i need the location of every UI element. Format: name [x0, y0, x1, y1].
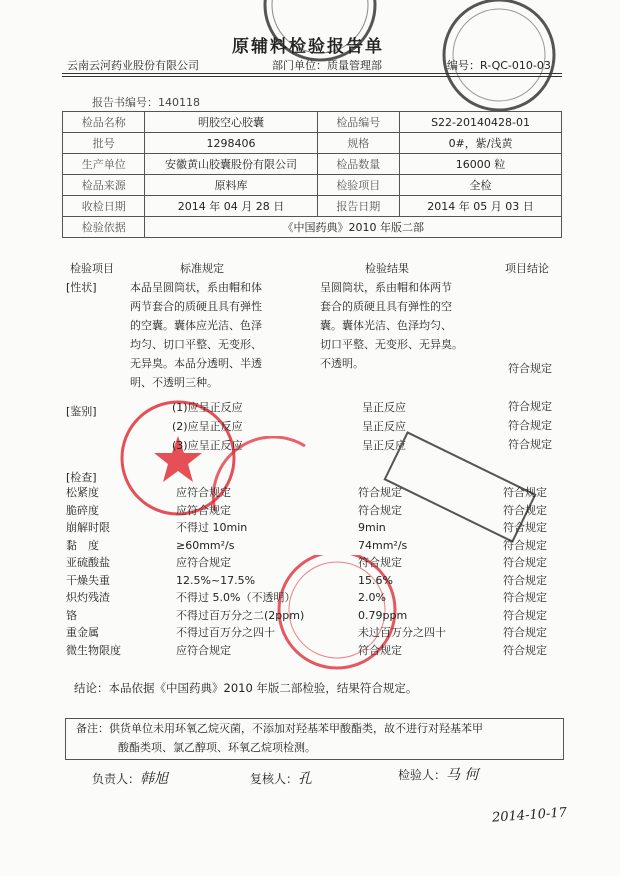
inspection-conclusion: 符合规定 — [503, 486, 547, 499]
identification-result: 呈正反应 — [362, 420, 406, 433]
report-number-value: 140118 — [158, 96, 200, 109]
signature-date: 2014-10-17 — [491, 805, 568, 826]
basis-label: 检验依据 — [63, 217, 145, 238]
inspection-conclusions — [503, 484, 547, 659]
inspection-item: 崩解时限 — [66, 521, 110, 534]
report-title: 原辅料检验报告单 — [232, 37, 384, 57]
appearance-standard-line: 无异臭。本品分透明、半透 — [130, 357, 262, 370]
appearance-result-line: 套合的质硬且具有弹性的空 — [320, 300, 452, 313]
source-value: 原料库 — [145, 175, 317, 196]
inspector-signature — [398, 764, 478, 784]
inspection-standard: ≥60mm²/s — [176, 538, 235, 552]
inspection-conclusion: 符合规定 — [503, 538, 547, 552]
inspection-section: [检查] — [66, 471, 97, 484]
inspection-standard: 不得过 5.0%（不透明） — [176, 591, 296, 604]
appearance-standard-line: 均匀、切口平整、无变形、 — [130, 338, 262, 351]
inspection-item: 微生物限度 — [66, 643, 121, 657]
inspection-result: 2.0% — [358, 591, 386, 604]
inspection-item: 亚硫酸盐 — [66, 556, 110, 569]
inspection-standard: 应符合规定 — [176, 503, 231, 517]
inspection-results — [358, 484, 446, 659]
inspector-handwriting: 马 何 — [446, 767, 479, 783]
reviewer-signature — [250, 768, 312, 788]
table-row — [63, 196, 562, 217]
header-rule — [62, 73, 562, 74]
inspection-conclusion: 符合规定 — [503, 608, 547, 622]
inspection-conclusion: 符合规定 — [503, 573, 547, 587]
inspection-item: 炽灼残渣 — [66, 591, 110, 604]
report-number-label: 报告书编号： — [92, 96, 158, 109]
identification-conclusion: 符合规定 — [508, 438, 552, 451]
identification-result: 呈正反应 — [362, 401, 406, 414]
table-row — [63, 217, 562, 238]
appearance-result — [320, 278, 463, 373]
inspection-standard: 不得过百万分之二(2ppm) — [176, 608, 305, 622]
inspection-standard: 应符合规定 — [176, 556, 231, 569]
department-value: 质量管理部 — [327, 59, 382, 72]
test-item-label: 检验项目 — [317, 175, 399, 196]
basis-value: 《中国药典》2010 年版二部 — [145, 217, 562, 238]
responsible-label: 负责人： — [92, 772, 141, 786]
identification-standard: (2)应呈正反应 — [172, 420, 243, 433]
inspection-item: 脆碎度 — [66, 503, 99, 517]
inspection-result: 0.79ppm — [358, 608, 408, 622]
table-row — [63, 175, 562, 196]
sample-code-label: 检品编号 — [317, 112, 399, 133]
inspection-standard: 应符合规定 — [176, 643, 231, 657]
col-header-item: 检验项目 — [70, 262, 114, 275]
inspection-result: 74mm²/s — [358, 538, 408, 552]
inspection-item: 松紧度 — [66, 486, 99, 499]
col-header-conclusion: 项目结论 — [505, 262, 549, 275]
identification-result: 呈正反应 — [362, 439, 406, 452]
inspection-conclusion: 符合规定 — [503, 521, 547, 534]
inspection-standard: 应符合规定 — [176, 486, 231, 499]
remark-line: 备注：供货单位未用环氧乙烷灭菌，不添加对羟基苯甲酸酯类，故不进行对羟基苯甲 — [76, 722, 483, 735]
identification-section: [鉴别] — [66, 405, 97, 418]
spec-value: 0#，紫/浅黄 — [400, 133, 562, 154]
identification-standard: (3)应呈正反应 — [172, 439, 243, 452]
inspection-conclusion: 符合规定 — [503, 556, 547, 569]
header-rule-thin — [62, 76, 562, 77]
col-header-result: 检验结果 — [365, 262, 409, 275]
responsible-handwriting: 韩旭 — [140, 771, 169, 787]
appearance-standard-line: 的空囊。囊体应光洁、色泽 — [130, 319, 262, 332]
document-number-value: R-QC-010-03 — [480, 59, 551, 72]
reviewer-label: 复核人： — [250, 772, 299, 786]
inspection-result: 9min — [358, 521, 386, 534]
reviewer-handwriting: 孔 — [298, 771, 313, 787]
report-date-value: 2014 年 05 月 03 日 — [400, 196, 562, 217]
appearance-standard — [130, 278, 262, 392]
quantity-label: 检品数量 — [317, 154, 399, 175]
inspection-result: 符合规定 — [358, 643, 402, 657]
appearance-result-line: 不透明。 — [320, 357, 364, 370]
inspection-result: 符合规定 — [358, 486, 402, 499]
identification-conclusion-list — [508, 397, 552, 454]
responsible-signature — [92, 768, 168, 788]
department — [272, 57, 382, 73]
inspection-standards — [176, 484, 304, 659]
remark-line: 酸酯类项、氯乙醇项、环氧乙烷项检测。 — [118, 741, 316, 754]
remark-text — [76, 719, 483, 757]
appearance-standard-line: 两节套合的质硬且具有弹性 — [130, 300, 262, 313]
received-date-value: 2014 年 04 月 28 日 — [145, 196, 317, 217]
inspection-item: 干燥失重 — [66, 573, 110, 587]
inspection-standard: 12.5%~17.5% — [176, 573, 256, 587]
appearance-standard-line: 本品呈圆筒状，系由帽和体 — [130, 281, 262, 294]
batch-value: 1298406 — [145, 133, 317, 154]
department-label: 部门单位： — [272, 59, 327, 72]
inspector-label: 检验人： — [398, 768, 447, 782]
table-row — [63, 154, 562, 175]
appearance-standard-line: 明、不透明三种。 — [130, 376, 218, 389]
inspection-item: 铬 — [66, 608, 77, 622]
sample-name-label: 检品名称 — [63, 112, 145, 133]
source-label: 检品来源 — [63, 175, 145, 196]
inspection-standard: 不得过 10min — [176, 521, 248, 534]
col-header-standard: 标准规定 — [180, 262, 224, 275]
report-number — [92, 94, 200, 110]
appearance-conclusion: 符合规定 — [508, 362, 552, 375]
table-row — [63, 133, 562, 154]
inspection-conclusion: 符合规定 — [503, 503, 547, 517]
identification-standard-list — [172, 398, 243, 455]
appearance-result-line: 切口平整、无变形、无异臭。 — [320, 338, 463, 351]
inspection-item: 重金属 — [66, 626, 99, 639]
inspection-conclusion: 符合规定 — [503, 626, 547, 639]
inspection-item: 黏 度 — [66, 538, 99, 552]
table-row — [63, 112, 562, 133]
identification-conclusion: 符合规定 — [508, 419, 552, 432]
batch-label: 批号 — [63, 133, 145, 154]
appearance-result-line: 呈圆筒状，系由帽和体两节 — [320, 281, 452, 294]
final-conclusion: 结论：本品依据《中国药典》2010 年版二部检验，结果符合规定。 — [74, 681, 418, 695]
received-date-label: 收检日期 — [63, 196, 145, 217]
test-item-value: 全检 — [400, 175, 562, 196]
identification-standard: (1)应呈正反应 — [172, 401, 243, 414]
inspection-result: 未过百万分之四十 — [358, 626, 446, 639]
document-number-label: 编号： — [447, 59, 480, 72]
inspection-conclusion: 符合规定 — [503, 591, 547, 604]
appearance-result-line: 囊。囊体光洁、色泽均匀、 — [320, 319, 452, 332]
inspection-result: 15.6% — [358, 573, 393, 587]
inspection-result: 符合规定 — [358, 556, 402, 569]
sample-code-value: S22-20140428-01 — [400, 112, 562, 133]
inspection-items — [66, 484, 121, 659]
inspection-standard: 不得过百万分之四十 — [176, 626, 275, 639]
identification-conclusion: 符合规定 — [508, 400, 552, 413]
appearance-section: [性状] — [66, 281, 97, 294]
inspection-conclusion: 符合规定 — [503, 643, 547, 657]
maker-value: 安徽黄山胶囊股份有限公司 — [145, 154, 317, 175]
quantity-value: 16000 粒 — [400, 154, 562, 175]
report-date-label: 报告日期 — [317, 196, 399, 217]
maker-label: 生产单位 — [63, 154, 145, 175]
company-name: 云南云河药业股份有限公司 — [67, 59, 199, 72]
inspection-result: 符合规定 — [358, 503, 402, 517]
sample-name-value: 明胶空心胶囊 — [145, 112, 317, 133]
sample-info-table — [62, 111, 562, 238]
spec-label: 规格 — [317, 133, 399, 154]
document-number — [447, 57, 551, 73]
